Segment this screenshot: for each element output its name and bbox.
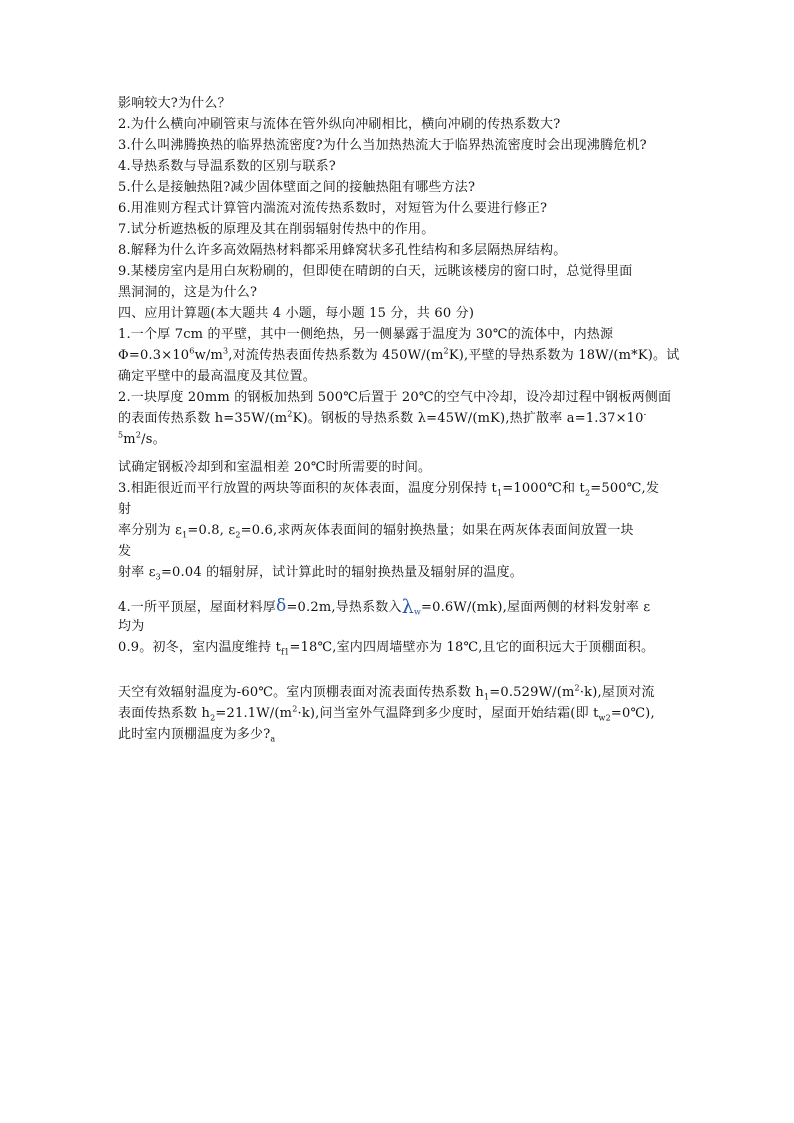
- text-span: =0.6,求两灰体表面间的辐射换热量；如果在两灰体表面间放置一块: [240, 523, 634, 538]
- text-line: [118, 562, 688, 583]
- question-4: 4.导热系数与导温系数的区别与联系?: [118, 159, 336, 174]
- superscript: 2: [443, 346, 449, 356]
- text-span: =0.8, ε: [187, 523, 236, 538]
- superscript: 2: [135, 430, 142, 440]
- question-5: 5.什么是接触热阻?减少固体壁面之间的接触热阻有哪些方法?: [118, 180, 476, 195]
- text-line: [118, 682, 688, 703]
- text-span: =0℃),: [610, 706, 655, 721]
- text-span: /s。: [141, 432, 166, 447]
- problem-4: [118, 595, 688, 616]
- delta-symbol: δ: [276, 596, 287, 616]
- text-line: 射: [118, 502, 132, 517]
- question-8: 8.解释为什么许多高效隔热材料都采用蜂窝状多孔性结构和多层隔热屏结构。: [118, 243, 567, 258]
- subscript: w: [413, 607, 421, 617]
- problem-1: 1.一个厚 7cm 的平壁，其中一侧绝热，另一侧暴露于温度为 30℃的流体中，内热源: [118, 327, 614, 342]
- text-span: 表面传热系数 h: [118, 706, 211, 721]
- problem-3: [118, 478, 688, 499]
- text-span: 4.一所平顶屋，屋面材料厚: [118, 600, 277, 615]
- superscript: 2: [287, 409, 293, 419]
- document-body: [118, 93, 688, 745]
- superscript: 2: [574, 683, 580, 693]
- text-span: K)。钢板的导热系数: [292, 411, 418, 426]
- subscript: 2: [210, 713, 216, 723]
- problem-2: 2.一块厚度 20mm 的钢板加热到 500℃后置于 20℃的空气中冷却，设冷却过程中钢板两侧面: [118, 390, 672, 405]
- text-line: [118, 724, 688, 745]
- text-span: ,对流传热表面传热系数为 450W/(m: [228, 348, 444, 363]
- subscript: 2: [235, 530, 241, 540]
- text-line: [118, 429, 688, 447]
- text-line: [118, 408, 688, 429]
- subscript: 3: [155, 572, 161, 582]
- superscript: 3: [223, 346, 229, 356]
- text-span: Φ=0.3×10: [118, 348, 190, 363]
- text-span: 率分别为 ε: [118, 523, 183, 538]
- question-9: 9.某楼房室内是用白灰粉刷的，但即使在晴朗的白天，远眺该楼房的窗口时，总觉得里面: [118, 264, 633, 279]
- text-span: w/m: [194, 348, 223, 363]
- text-span: =0.04 的辐射屏，试计算此时的辐射换热量及辐射屏的温度。: [160, 565, 523, 580]
- subscript: w2: [598, 713, 611, 723]
- text-span: =500℃,发: [590, 481, 660, 496]
- text-span: =21.1W/(m: [215, 706, 293, 721]
- text-line: 确定平壁中的最高温度及其位置。: [118, 369, 317, 384]
- text-span: =0.529W/(m: [489, 685, 575, 700]
- subscript: 2: [584, 488, 591, 498]
- superscript: 6: [189, 346, 195, 356]
- text-span: 3.相距很近而平行放置的两块等面积的灰体表面，温度分别保持 t: [118, 481, 497, 496]
- subscript: a: [270, 734, 276, 744]
- subscript: 1: [496, 488, 503, 498]
- text-line: 黑洞洞的，这是为什么?: [118, 285, 258, 300]
- text-span: 0.9。初冬，室内温度维持 t: [118, 640, 282, 655]
- text-span: =1000℃和 t: [502, 481, 585, 496]
- lambda-symbol: λ: [401, 596, 414, 618]
- text-line: 发: [118, 544, 132, 559]
- text-span: 此时室内顶棚温度为多少?: [118, 727, 271, 742]
- subscript: 1: [483, 692, 490, 702]
- text-line: [118, 637, 688, 658]
- text-line: 试确定钢板冷却到和室温相差 20℃时所需要的时间。: [118, 460, 432, 475]
- superscript: -: [643, 409, 647, 419]
- text-span: =0.6W/(mk),屋面两侧的材料发射率 ε: [421, 600, 651, 615]
- subscript: 1: [182, 530, 188, 540]
- text-span: 射率 ε: [118, 565, 156, 580]
- question-2: 2.为什么横向冲刷管束与流体在管外纵向冲刷相比，横向冲刷的传热系数大?: [118, 117, 561, 132]
- subscript: f1: [281, 647, 290, 657]
- text-line: 影响较大?为什么？: [118, 96, 231, 111]
- question-7: 7.试分析遮热板的原理及其在削弱辐射传热中的作用。: [118, 222, 435, 237]
- superscript: 2: [292, 704, 298, 714]
- text-span: m: [123, 432, 136, 447]
- text-line: [118, 703, 688, 724]
- question-3: 3.什么叫沸腾换热的临界热流密度?为什么当加热热流大于临界热流密度时会出现沸腾危机?: [118, 138, 647, 153]
- text-span: =18℃,室内四周墙壁亦为 18℃,且它的面积远大于顶棚面积。: [289, 640, 655, 655]
- text-span: ·k),问当室外气温降到多少度时，屋面开始结霜(即 t: [297, 706, 599, 721]
- text-span: =45W/(mK),热扩散率 a=1.37×10: [426, 411, 644, 426]
- text-line: [118, 520, 688, 541]
- superscript: 5: [118, 430, 124, 440]
- text-line: [118, 345, 688, 366]
- lambda-symbol: λ: [417, 411, 427, 426]
- text-span: =0.2m,导热系数入: [286, 600, 402, 615]
- text-span: 的表面传热系数 h=35W/(m: [118, 411, 288, 426]
- section-heading: 四、应用计算题(本大题共 4 小题，每小题 15 分，共 60 分): [118, 306, 475, 321]
- text-span: K),平壁的导热系数为 18W/(m*K)。试: [448, 348, 680, 363]
- text-span: ·k),屋顶对流: [579, 685, 655, 700]
- question-6: 6.用准则方程式计算管内湍流对流传热系数时，对短管为什么要进行修正?: [118, 201, 548, 216]
- text-line: 均为: [118, 619, 145, 634]
- text-span: 天空有效辐射温度为-60℃。室内顶棚表面对流表面传热系数 h: [118, 685, 484, 700]
